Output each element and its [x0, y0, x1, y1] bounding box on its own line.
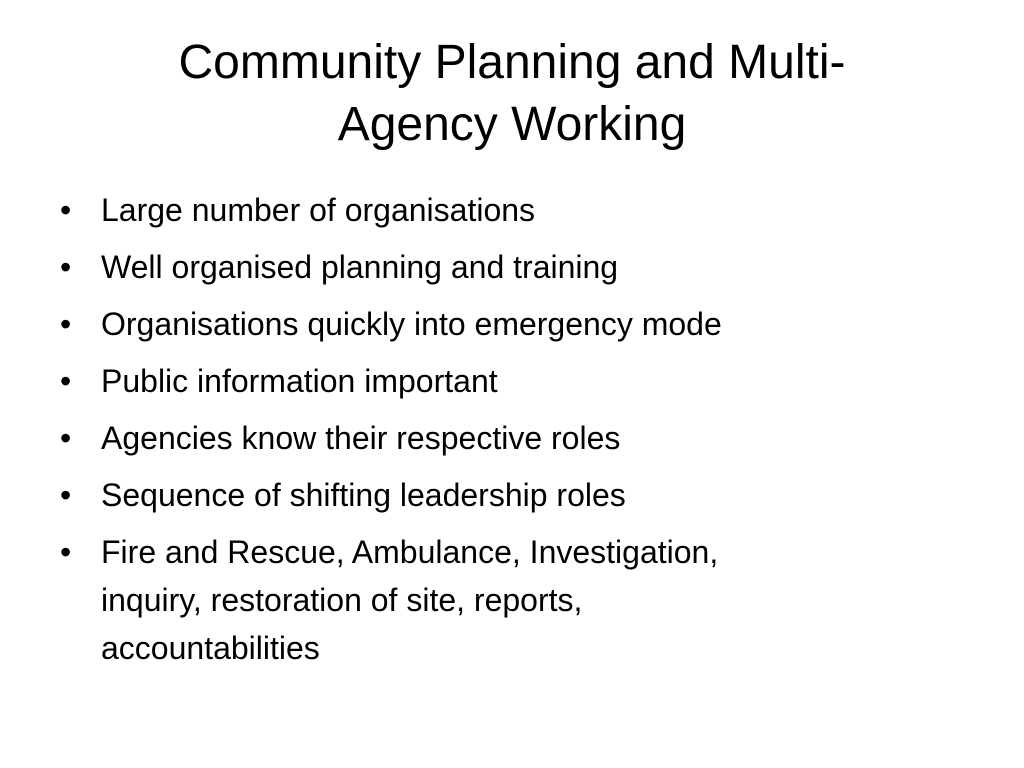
bullet-list — [60, 186, 940, 681]
bullet-item — [60, 414, 940, 462]
bullet-text-line: Organisations quickly into emergency mode — [101, 306, 722, 342]
bullet-item — [60, 357, 940, 405]
bullet-text-line: Well organised planning and training — [101, 249, 619, 285]
bullet-item — [60, 300, 940, 348]
bullet-marker: • — [60, 192, 72, 228]
bullet-marker: • — [60, 363, 72, 399]
bullet-item — [60, 528, 940, 672]
bullet-marker: • — [60, 477, 72, 513]
bullet-marker: • — [60, 249, 72, 285]
bullet-text-line: Public information important — [101, 363, 498, 399]
bullet-text — [101, 414, 940, 462]
bullet-text — [101, 357, 940, 405]
bullet-text-line: Agencies know their respective roles — [101, 420, 621, 456]
bullet-text-line: inquiry, restoration of site, reports, — [101, 582, 583, 618]
bullet-text — [101, 471, 940, 519]
bullet-item — [60, 186, 940, 234]
bullet-marker: • — [60, 534, 72, 570]
slide-title-line: Community Planning and Multi- — [178, 36, 846, 89]
bullet-text — [101, 300, 940, 348]
bullet-text-line: Large number of organisations — [101, 192, 536, 228]
bullet-text-line: accountabilities — [101, 630, 320, 666]
bullet-text-line: Fire and Rescue, Ambulance, Investigation, — [101, 534, 719, 570]
bullet-item — [60, 471, 940, 519]
bullet-marker: • — [60, 420, 72, 456]
bullet-text — [101, 186, 940, 234]
slide-title-line: Agency Working — [337, 98, 687, 151]
slide-title — [60, 32, 964, 156]
bullet-item — [60, 243, 940, 291]
bullet-text-line: Sequence of shifting leadership roles — [101, 477, 626, 513]
bullet-marker: • — [60, 306, 72, 342]
bullet-text — [101, 528, 940, 672]
bullet-text — [101, 243, 940, 291]
